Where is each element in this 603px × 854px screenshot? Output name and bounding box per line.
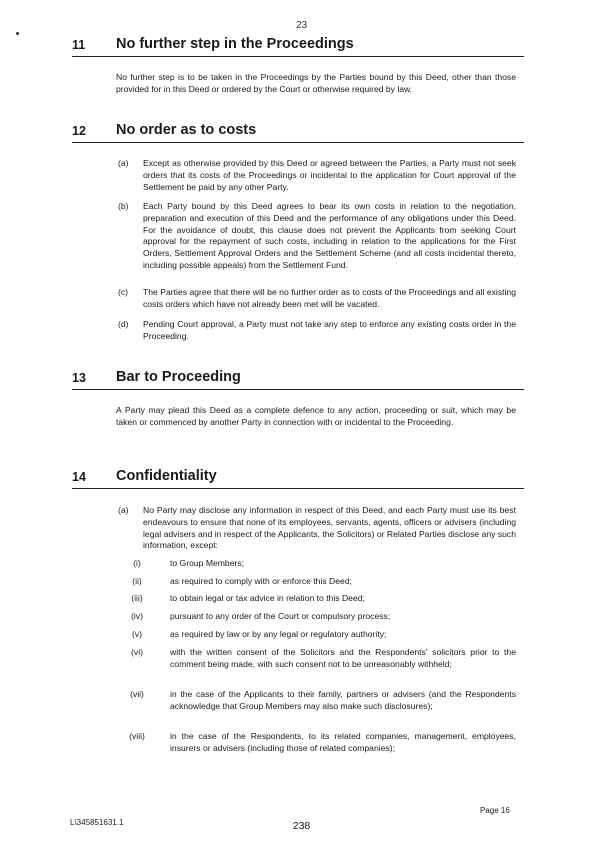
subclause-label: (iv)	[131, 611, 143, 621]
bottom-page-number: 238	[292, 820, 311, 832]
clause-text: No Party may disclose any information in respect of this Deed, and each Party must use its best endeavours to ensure that none of its employees, servants, agents, officers or advisers (including legal advisers and in respect of the Applicants, the Solicitors) or Related Parties disclose any such information, except:	[143, 505, 516, 551]
section-number: 11	[72, 38, 86, 52]
subclause-text: as required by law or by any legal or regulatory authority;	[170, 629, 387, 639]
section-number: 13	[72, 371, 86, 385]
subclause-label: (i)	[133, 558, 141, 568]
clause-text: Except as otherwise provided by this Deed or agreed between the Parties, a Party must not seek orders that its costs of the Proceedings or incidental to the application for Court approval of the Settlement be paid by any other Party.	[143, 158, 516, 192]
subclause-label: (iii)	[131, 593, 143, 603]
clause-label: (a)	[118, 158, 129, 168]
document-reference: L\345851631.1	[70, 818, 124, 827]
clause-text: Pending Court approval, a Party must not take any step to enforce any existing costs order in the Proceeding.	[143, 319, 516, 341]
subclause-text: to Group Members;	[170, 558, 245, 568]
top-page-number: 23	[295, 20, 308, 31]
clause-text: Each Party bound by this Deed agrees to bear its own costs in relation to the negotiation, preparation and execution of this Deed and the performance of any obligations under this Deed. For the avoidance of doubt, this clause does not prevent the Applicants from seeking Court approval for the repayment of such costs, including in relation to the applications for the First Orders, Settlement Approval Orders and the Settlement Scheme (and all costs incidental thereto, including possible appeals) from the Settlement Fund.	[143, 201, 516, 270]
subclause-text: pursuant to any order of the Court or compulsory process;	[170, 611, 391, 621]
footer-page-label: Page 16	[480, 806, 510, 815]
section-body: No further step is to be taken in the Proceedings by the Parties bound by this Deed, other than those provided for in this Deed or ordered by the Court or otherwise required by law.	[116, 72, 516, 94]
section-number: 14	[72, 470, 86, 484]
section-heading	[72, 122, 524, 143]
subclause-text: in the case of the Respondents, to its related companies, management, employees, insurers or advisers (including those of related companies);	[170, 731, 516, 753]
section-title: Confidentiality	[116, 468, 217, 484]
clause-label: (d)	[118, 319, 129, 329]
section-heading	[72, 468, 524, 489]
clause-text: The Parties agree that there will be no further order as to costs of the Proceedings and all existing costs orders which have not already been met will be vacated.	[143, 287, 516, 309]
section-number: 12	[72, 124, 86, 138]
subclause-text: to obtain legal or tax advice in relation to this Deed;	[170, 593, 365, 603]
subclause-text: in the case of the Applicants to their family, partners or advisers (and the Respondents acknowledge that Group Members may also make such disclosures);	[170, 689, 516, 711]
subclause-label: (vii)	[130, 689, 144, 699]
subclause-text: as required to comply with or enforce this Deed;	[170, 576, 352, 586]
subclause-label: (ii)	[132, 576, 142, 586]
section-body: A Party may plead this Deed as a complete defence to any action, proceeding or suit, which may be taken or commenced by another Party in connection with or incidental to the Proceeding.	[116, 405, 516, 427]
clause-label: (c)	[118, 287, 129, 297]
clause-label: (b)	[118, 201, 129, 211]
scan-mark	[16, 32, 19, 35]
section-heading	[72, 369, 524, 390]
subclause-text: with the written consent of the Solicitors and the Respondents' solicitors prior to the comment being made, with such consent not to be unreasonably withheld;	[170, 647, 516, 669]
section-heading	[72, 36, 524, 57]
subclause-label: (vi)	[131, 647, 143, 657]
subclause-label: (v)	[131, 629, 143, 639]
section-title: No further step in the Proceedings	[116, 36, 354, 52]
section-title: No order as to costs	[116, 122, 257, 138]
subclause-label: (viii)	[129, 731, 145, 741]
section-title: Bar to Proceeding	[116, 369, 241, 385]
clause-label: (a)	[118, 505, 129, 515]
